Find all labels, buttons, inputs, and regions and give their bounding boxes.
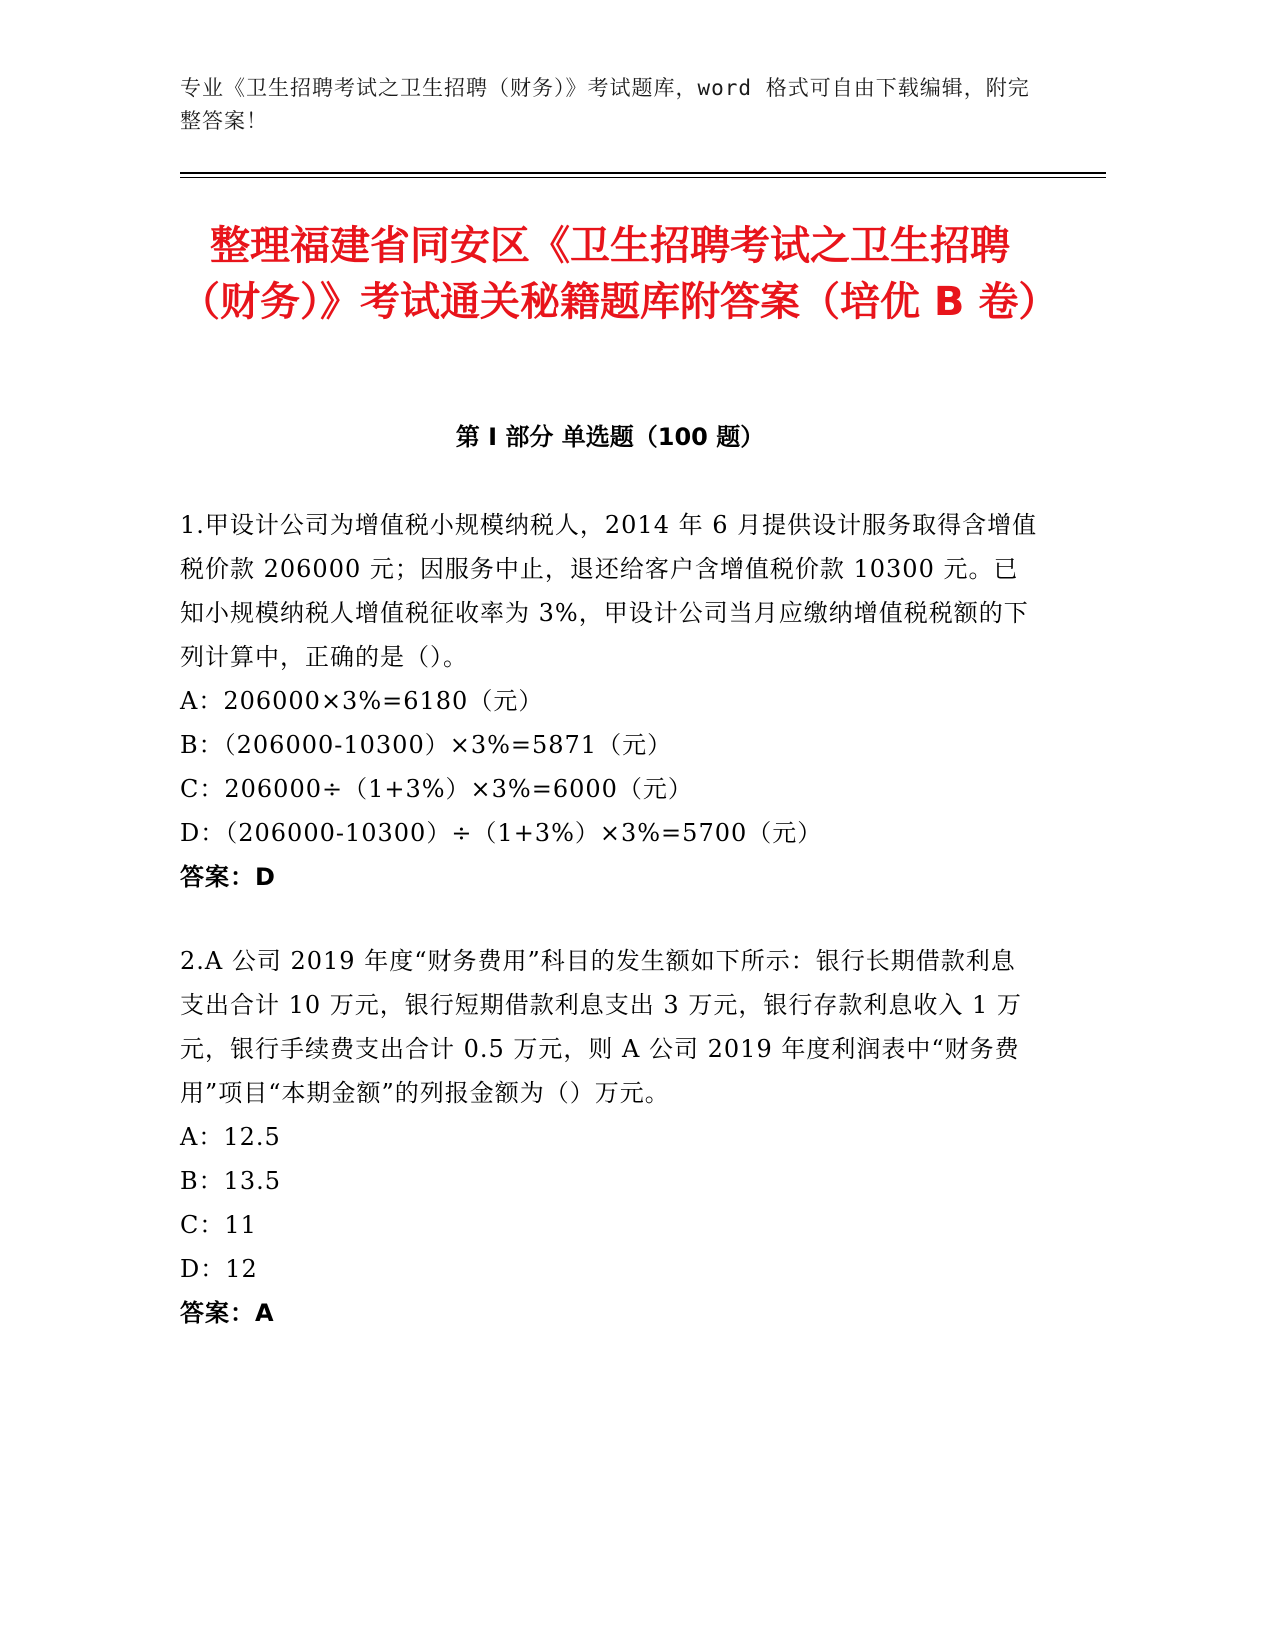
answer: 答案：A [180, 1299, 275, 1327]
option-d: D：12 [180, 1255, 258, 1283]
option-a: A：206000×3%=6180（元） [180, 687, 544, 715]
header-note: 专业《卫生招聘考试之卫生招聘（财务）》考试题库，word 格式可自由下载编辑，附完整答案！ [180, 76, 1030, 133]
option-c: C：11 [180, 1211, 257, 1239]
header-divider-thin [180, 177, 1106, 178]
question-block [180, 939, 1040, 1335]
document-title: 整理福建省同安区《卫生招聘考试之卫生招聘（财务）》考试通关秘籍题库附答案（培优 B 卷） [180, 223, 1059, 325]
option-b: B：13.5 [180, 1167, 282, 1195]
answer: 答案：D [180, 863, 276, 891]
header-divider-thick [180, 172, 1106, 174]
option-b: B：（206000-10300）×3%=5871（元） [180, 731, 673, 759]
option-d: D：（206000-10300）÷（1+3%）×3%=5700（元） [180, 819, 823, 847]
question-stem: 1.甲设计公司为增值税小规模纳税人，2014 年 6 月提供设计服务取得含增值税价款 206000 元；因服务中止，退还给客户含增值税价款 10300 元。已知小规模纳税人增值税征收率为 3%，甲设计公司当月应缴纳增值税税额的下列计算中，正确的是（）。 [180, 511, 1038, 671]
question-block [180, 503, 1040, 899]
option-c: C：206000÷（1+3%）×3%=6000（元） [180, 775, 693, 803]
option-a: A：12.5 [180, 1123, 281, 1151]
section-title: 第 I 部分 单选题（100 题） [455, 423, 765, 451]
question-stem: 2.A 公司 2019 年度“财务费用”科目的发生额如下所示：银行长期借款利息支出合计 10 万元，银行短期借款利息支出 3 万元，银行存款利息收入 1 万元，银行手续费支出合计 0.5 万元，则 A 公司 2019 年度利润表中“财务费用”项目“本期金额”的列报金额为（）万元。 [180, 947, 1022, 1107]
